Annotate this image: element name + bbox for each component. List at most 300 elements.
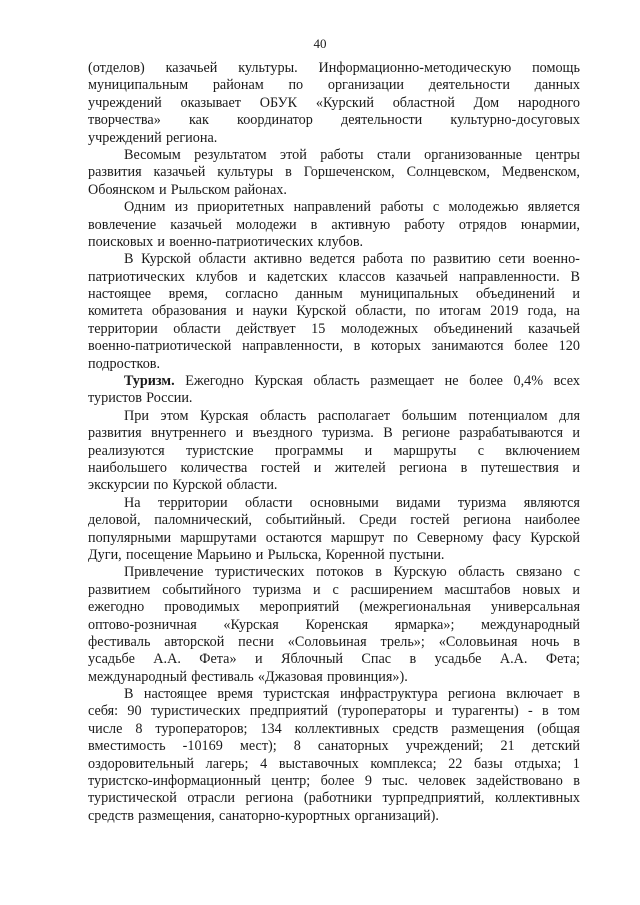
word: объединений — [433, 320, 513, 337]
word: активную — [331, 216, 391, 233]
paragraph — [88, 686, 580, 825]
word: территории — [157, 494, 228, 511]
word: расширением — [350, 581, 433, 598]
word: центр; — [271, 773, 311, 790]
text-line — [88, 130, 580, 147]
word: территории — [88, 320, 158, 337]
text-line — [88, 321, 580, 338]
word: приоритетных — [197, 199, 285, 216]
word: базы — [474, 755, 503, 772]
word: в — [542, 703, 549, 720]
word: туристско-информационный — [88, 773, 261, 790]
text-line — [88, 703, 580, 720]
word: туризма — [457, 494, 507, 511]
word: не — [444, 373, 459, 390]
text-line — [88, 738, 580, 755]
word: по — [153, 477, 169, 494]
word: развития — [88, 164, 142, 181]
word: работы — [380, 199, 424, 216]
word: жителей — [334, 459, 386, 476]
word: клубов — [195, 268, 238, 285]
word: наибольшего — [88, 459, 167, 476]
text-line — [88, 530, 580, 547]
word: туристов — [88, 390, 142, 407]
text-line — [88, 234, 580, 251]
word: молодежью — [448, 199, 519, 216]
word: мероприятий — [259, 599, 340, 616]
word: Коренной — [325, 546, 385, 563]
word: Спас — [361, 651, 392, 668]
word: итогам — [439, 303, 482, 320]
word: коллективных — [495, 790, 580, 807]
word: числе — [88, 720, 123, 737]
word: А.А. — [153, 651, 181, 668]
word: песни — [238, 633, 274, 650]
word: международный — [88, 668, 187, 685]
text-line — [88, 77, 580, 94]
section-heading: Туризм. — [124, 373, 175, 390]
word: турпредприятий, — [382, 790, 485, 807]
word: предприятий — [249, 703, 328, 720]
text-line — [88, 443, 580, 460]
word: в — [285, 164, 292, 181]
word: В — [124, 686, 134, 703]
word: области — [245, 494, 293, 511]
word: Рыльском — [170, 181, 231, 198]
word: внутреннего — [151, 425, 227, 442]
word: новых — [522, 581, 561, 598]
word: маршруты — [393, 442, 457, 459]
word: и — [235, 303, 244, 320]
word: и — [313, 459, 322, 476]
word: и — [572, 581, 580, 598]
word: 8 — [293, 738, 301, 755]
word: учреждений; — [405, 738, 484, 755]
word: маршрут — [330, 529, 385, 546]
paragraph — [88, 564, 580, 686]
text-line — [88, 721, 580, 738]
word: районам — [212, 77, 264, 94]
word: (отделов) — [88, 60, 145, 76]
word: человек — [418, 773, 466, 790]
word: военно-патриотических — [169, 233, 314, 250]
word: деятельности — [428, 77, 510, 94]
word: более — [514, 338, 548, 355]
word: кадетских — [267, 268, 328, 285]
word: При — [124, 407, 149, 424]
word: сети — [498, 251, 526, 268]
text-line — [88, 164, 580, 181]
word: деятельности — [341, 112, 423, 129]
word: области. — [226, 477, 278, 494]
word: Яблочный — [280, 651, 343, 668]
word: туроператоров; — [155, 720, 248, 737]
page-number: 40 — [313, 36, 327, 51]
word: подростков. — [88, 355, 161, 372]
word: Северному — [416, 529, 484, 546]
word: области — [173, 320, 221, 337]
word: 22 — [448, 755, 463, 772]
text-line — [88, 756, 580, 773]
word: туризма. — [321, 425, 374, 442]
word: в — [409, 651, 417, 668]
word: с — [332, 581, 339, 598]
word: региона — [245, 790, 294, 807]
text-line — [88, 182, 580, 199]
word: располагает — [317, 407, 391, 424]
word: 21 — [500, 738, 515, 755]
word: развитием — [88, 581, 151, 598]
word: 120 — [558, 338, 580, 355]
word: санаторно-курортных — [218, 807, 351, 824]
word: поисковых — [88, 233, 154, 250]
word: центры — [535, 146, 580, 163]
word: отрядов — [458, 216, 507, 233]
word: с — [477, 442, 485, 459]
word: видами — [396, 494, 441, 511]
paragraph — [88, 147, 580, 199]
word: инфраструктура — [339, 686, 438, 703]
word: 134 — [260, 720, 282, 737]
paragraph — [88, 251, 580, 373]
word: «Курская — [223, 616, 279, 633]
word: 8 — [135, 720, 143, 737]
word: - — [528, 703, 533, 720]
word: В — [383, 425, 393, 442]
word: по — [288, 77, 304, 94]
text-line — [88, 303, 580, 320]
word: Фета; — [545, 651, 580, 668]
word: Коренская — [305, 616, 369, 633]
word: действует — [236, 320, 296, 337]
word: активно — [253, 251, 302, 268]
word: включает — [506, 686, 563, 703]
text-line — [88, 408, 580, 425]
word: и — [572, 459, 580, 476]
word: культуры — [217, 164, 274, 181]
text-line — [88, 390, 580, 407]
word: пустыни. — [389, 546, 445, 563]
word: большим — [401, 407, 457, 424]
word: В — [570, 268, 580, 285]
word: оказывает — [180, 94, 241, 111]
word: реализуются — [88, 442, 165, 459]
word: Курская — [200, 407, 249, 424]
text-line — [88, 669, 580, 686]
word: данных — [534, 77, 580, 94]
word: ярмарка»; — [394, 616, 455, 633]
word: районах. — [234, 181, 287, 198]
word: развития — [88, 425, 142, 442]
word: разрабатываются — [459, 425, 563, 442]
word: размещения, — [138, 807, 215, 824]
word: комплекса; — [370, 755, 437, 772]
word: областной — [392, 94, 455, 111]
word: и — [572, 425, 580, 442]
word: регионе — [402, 425, 450, 442]
word: Курскую — [393, 564, 447, 581]
word: туристических — [214, 564, 305, 581]
word: региона — [463, 512, 511, 529]
word: фестиваль — [88, 633, 151, 650]
word: данным — [295, 286, 343, 303]
word: «Джазовая — [257, 668, 323, 685]
word: классов — [338, 268, 386, 285]
text-line — [88, 651, 580, 668]
word: Курской — [141, 251, 191, 268]
word: направленности, — [242, 338, 343, 355]
word: потенциалом — [468, 407, 548, 424]
word: как — [189, 112, 209, 129]
word: авторской — [164, 633, 225, 650]
word: экскурсии — [88, 477, 150, 494]
word: отдыха; — [514, 755, 562, 772]
word: международный — [481, 616, 580, 633]
word: организаций). — [354, 807, 439, 824]
word: детский — [531, 738, 580, 755]
word: оздоровительный — [88, 755, 194, 772]
word: наиболее — [524, 512, 580, 529]
word: санаторных — [317, 738, 389, 755]
word: гостей — [260, 459, 301, 476]
word: Рыльска, — [267, 546, 322, 563]
text-line — [88, 564, 580, 581]
word: в — [573, 773, 580, 790]
word: Ежегодно — [185, 373, 244, 390]
word: масштабов — [444, 581, 511, 598]
word: объединений — [475, 286, 555, 303]
word: и — [235, 425, 244, 442]
word: (межрегиональная — [359, 599, 471, 616]
word: казачьей — [153, 164, 206, 181]
word: патриотических — [88, 268, 185, 285]
word: отрасли — [187, 790, 235, 807]
word: казачьей — [165, 60, 218, 76]
word: туристские — [185, 442, 254, 459]
word: усадьбе — [88, 651, 135, 668]
word: и — [313, 581, 321, 598]
word: время — [217, 686, 253, 703]
word: въездного — [252, 425, 313, 442]
word: региона — [399, 459, 448, 476]
word: комитета — [88, 303, 143, 320]
word: в — [573, 633, 580, 650]
word: является — [527, 199, 580, 216]
word: Информационно-методическую — [318, 60, 512, 76]
word: казачьей — [528, 320, 580, 337]
word: -10169 — [182, 738, 223, 755]
word: Медвенском, — [501, 164, 580, 181]
word: в — [310, 216, 318, 233]
word: том — [558, 703, 580, 720]
word: образования — [151, 303, 227, 320]
word: 2019 — [490, 303, 519, 320]
word: муниципальным — [88, 77, 189, 94]
word: выставочных — [278, 755, 359, 772]
word: и — [572, 286, 580, 303]
word: молодежи — [236, 216, 297, 233]
word: А.А. — [499, 651, 528, 668]
text-line — [88, 95, 580, 112]
word: и — [255, 546, 264, 563]
word: учреждений — [88, 129, 162, 146]
word: (работники — [303, 790, 372, 807]
word: событийного — [162, 581, 241, 598]
paragraph — [88, 373, 580, 408]
word: по — [415, 303, 431, 320]
word: «Курский — [315, 94, 374, 111]
text-line — [88, 512, 580, 529]
paragraph — [88, 60, 580, 147]
word: работа — [362, 251, 403, 268]
word: науки — [252, 303, 288, 320]
word: в — [375, 564, 382, 581]
word: (туроператоры — [337, 703, 426, 720]
word: настоящее — [88, 286, 152, 303]
word: средств — [392, 720, 439, 737]
text-line — [88, 373, 580, 390]
word: трель»; — [380, 633, 425, 650]
word: и — [435, 703, 443, 720]
word: в — [573, 686, 580, 703]
word: Горшеченском, — [303, 164, 395, 181]
word: развитию — [433, 251, 491, 268]
word: творчества» — [88, 112, 161, 129]
word: На — [124, 494, 141, 511]
word: ежегодно — [88, 599, 145, 616]
word: (общая — [537, 720, 580, 737]
word: организованные — [424, 146, 523, 163]
word: казачьей — [170, 216, 223, 233]
word: этом — [160, 407, 189, 424]
word: Среди — [359, 512, 397, 529]
word: программы — [274, 442, 344, 459]
word: и — [364, 442, 373, 459]
word: области, — [355, 303, 407, 320]
word: вовлечение — [88, 216, 157, 233]
word: Курской — [530, 529, 580, 546]
word: направленности. — [458, 268, 560, 285]
word: с — [432, 199, 440, 216]
word: Весомым — [124, 146, 181, 163]
word: задействовано — [476, 773, 563, 790]
word: и — [158, 181, 167, 198]
word: «Соловьиная — [438, 633, 518, 650]
word: являются — [523, 494, 580, 511]
word: региона. — [165, 129, 218, 146]
text-line — [88, 286, 580, 303]
text-line — [88, 773, 580, 790]
text-line — [88, 217, 580, 234]
document-body — [88, 60, 580, 825]
word: Фета» — [199, 651, 237, 668]
word: Дуги, — [88, 546, 122, 563]
word: в — [353, 338, 361, 355]
word: направлений — [293, 199, 371, 216]
word: паломнический, — [154, 512, 252, 529]
word: по — [393, 529, 408, 546]
word: результатом — [194, 146, 267, 163]
paragraph — [88, 495, 580, 565]
word: занимаются — [431, 338, 504, 355]
word: координатор — [237, 112, 313, 129]
word: ведется — [309, 251, 356, 268]
word: 0,4% — [513, 373, 544, 390]
text-line — [88, 356, 580, 373]
text-line — [88, 686, 580, 703]
word: Солнцевском, — [406, 164, 490, 181]
word: маршрутами — [180, 529, 257, 546]
word: культурно-досуговых — [450, 112, 580, 129]
word: настоящее — [143, 686, 207, 703]
text-line — [88, 112, 580, 129]
word: туризма — [252, 581, 302, 598]
word: размещает — [370, 373, 435, 390]
word: Одним — [124, 199, 166, 216]
word: количества — [180, 459, 248, 476]
word: этой — [280, 146, 307, 163]
word: согласно — [225, 286, 279, 303]
word: и — [254, 651, 263, 668]
word: работы — [320, 146, 364, 163]
word: туристская — [263, 686, 330, 703]
word: средств — [88, 807, 134, 824]
word: турагенты) — [452, 703, 519, 720]
word: включением — [505, 442, 580, 459]
word: помощь — [532, 60, 580, 76]
text-line — [88, 147, 580, 164]
text-line — [88, 269, 580, 286]
word: юнармии, — [520, 216, 580, 233]
word: 4 — [260, 755, 268, 772]
word: Курская — [254, 373, 303, 390]
word: фасу — [492, 529, 522, 546]
word: более — [469, 373, 503, 390]
text-line — [88, 460, 580, 477]
text-line — [88, 808, 580, 825]
word: ОБУК — [259, 94, 298, 111]
word: народного — [517, 94, 580, 111]
word: туристических — [150, 703, 241, 720]
word: региона — [448, 686, 496, 703]
word: лагерь; — [205, 755, 249, 772]
text-line — [88, 617, 580, 634]
word: В — [124, 251, 134, 268]
word: универсальная — [490, 599, 580, 616]
word: проводимых — [164, 599, 240, 616]
word: область — [260, 407, 307, 424]
word: фестиваль — [191, 668, 254, 685]
word: себя: — [88, 703, 119, 720]
text-line — [88, 199, 580, 216]
word: туристической — [88, 790, 177, 807]
text-line — [88, 547, 580, 564]
paragraph — [88, 408, 580, 495]
text-line — [88, 582, 580, 599]
word: провинция»). — [327, 668, 408, 685]
word: коллективных — [294, 720, 380, 737]
word: посещение — [125, 546, 193, 563]
word: стали — [376, 146, 411, 163]
word: основными — [309, 494, 379, 511]
word: вместимость — [88, 738, 166, 755]
text-line — [88, 599, 580, 616]
word: Дом — [473, 94, 500, 111]
word: тыс. — [382, 773, 408, 790]
word: которых — [371, 338, 421, 355]
text-line — [88, 477, 580, 494]
word: организации — [327, 77, 405, 94]
